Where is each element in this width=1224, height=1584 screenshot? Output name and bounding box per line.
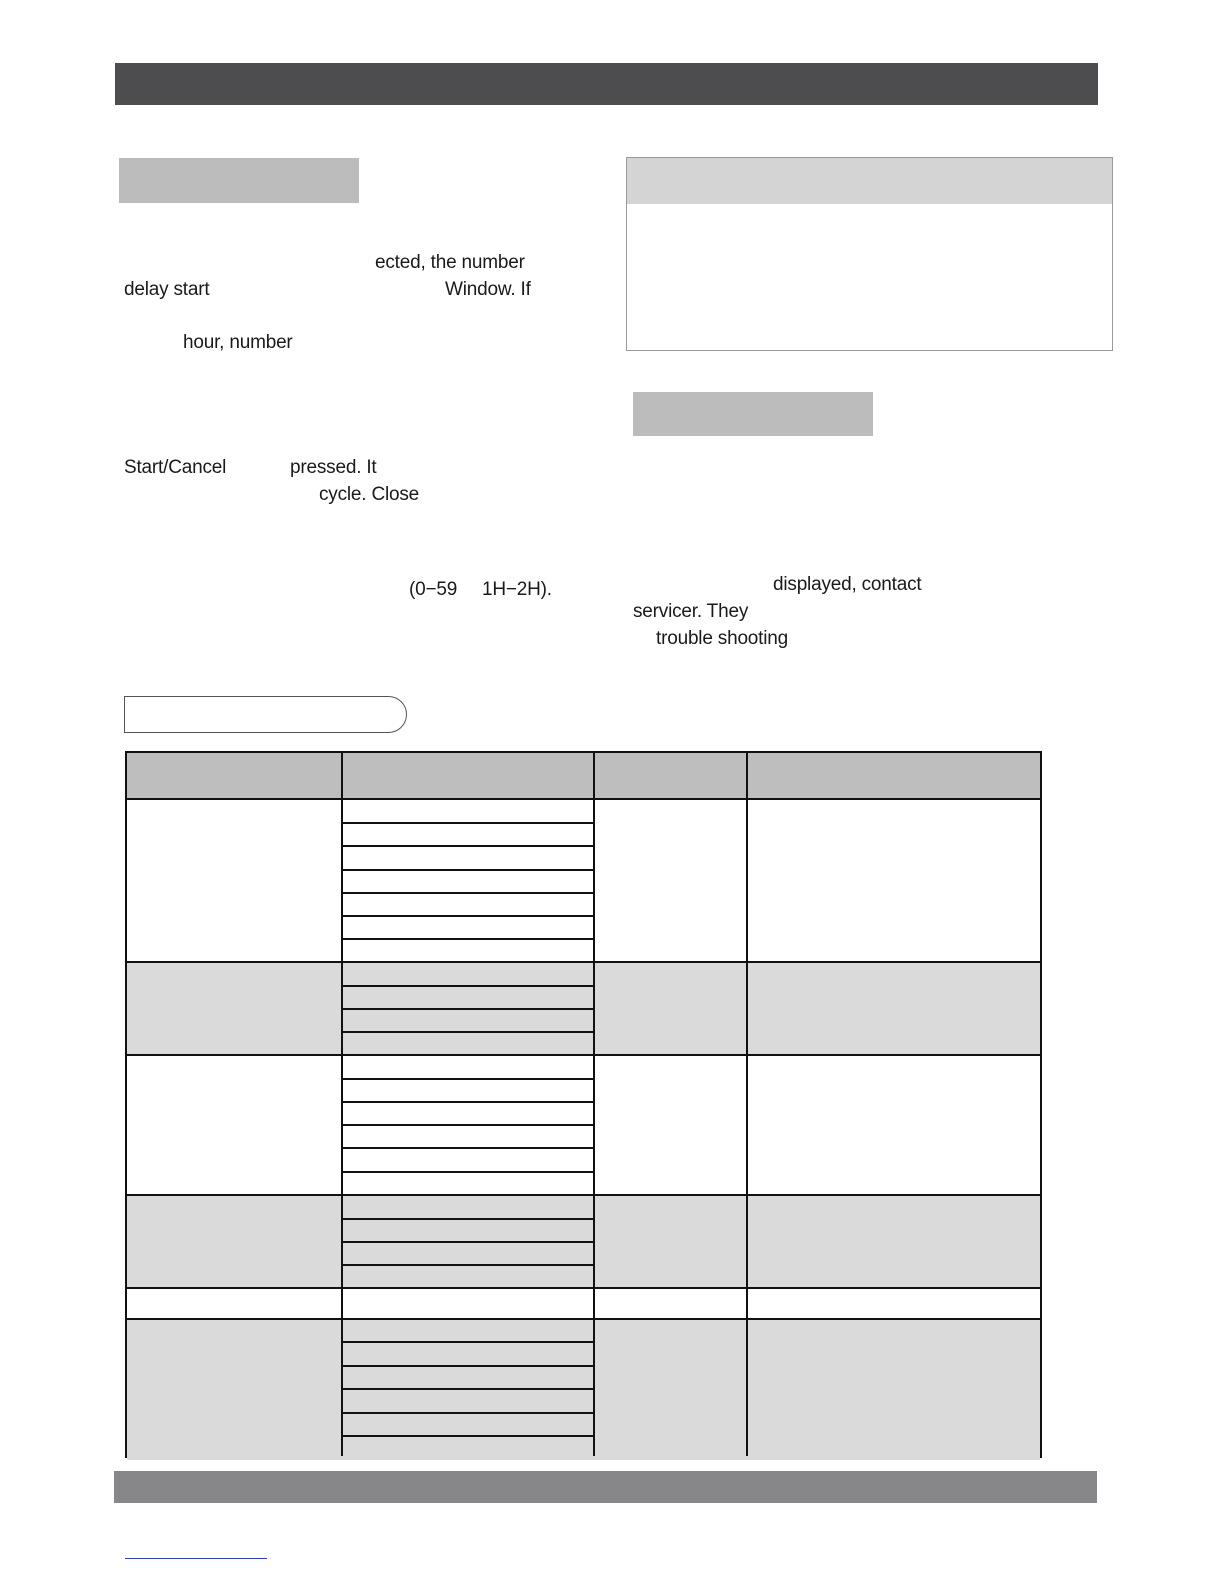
table-sub-row-line [343,1241,593,1243]
body-text-fragment: hour, number [183,332,293,353]
notice-box [626,157,1113,351]
body-text-fragment: displayed, contact [773,574,922,595]
table-sub-row-line [343,1264,593,1266]
table-sub-row-line [343,938,593,940]
table-sub-row-line [343,1171,593,1173]
table-rule [127,1054,1040,1056]
table-sub-row-line [343,1078,593,1080]
body-text-fragment: cycle. Close [319,484,420,505]
body-text-fragment: Window. If [445,279,531,300]
section-heading-box [119,158,359,203]
error-code-table [125,751,1042,1458]
section-heading-box [633,392,873,436]
table-sub-row-line [343,1147,593,1149]
table-sub-row-line [343,1435,593,1437]
table-column-divider [746,753,748,1456]
table-rule [127,1287,1040,1289]
body-text-fragment: 1H−2H). [482,579,552,600]
table-sub-row-line [343,1218,593,1220]
table-sub-row-line [343,845,593,847]
table-column-divider [341,753,343,1456]
table-column-divider [593,753,595,1456]
table-sub-row-line [343,985,593,987]
table-sub-row-line [343,822,593,824]
table-sub-row-line [343,1365,593,1367]
table-sub-row-line [343,915,593,917]
body-text-fragment: servicer. They [633,601,749,622]
table-sub-row-line [343,892,593,894]
table-sub-row-line [343,869,593,871]
body-text-fragment: trouble shooting [656,628,789,649]
table-rule [127,961,1040,963]
table-sub-row-line [343,1124,593,1126]
table-sub-row-line [343,1008,593,1010]
table-rule [127,1318,1040,1320]
table-sub-row-line [343,1412,593,1414]
body-text-fragment: (0−59 [409,579,458,600]
footer-link-underline [125,1558,267,1559]
table-rule [127,1194,1040,1196]
page-header-bar [115,63,1098,105]
table-header-row [127,753,1040,799]
table-sub-row-line [343,1388,593,1390]
table-rule [127,798,1040,800]
notice-box-header [627,158,1112,204]
table-sub-row-line [343,1341,593,1343]
page-footer-bar [114,1471,1097,1503]
body-text-fragment: delay start [124,279,210,300]
body-text-fragment: ected, the number [375,252,525,273]
table-sub-row-line [343,1101,593,1103]
table-sub-row-line [343,1031,593,1033]
table-section-tab [124,696,407,733]
body-text-fragment: pressed. It [290,457,377,478]
body-text-fragment: Start/Cancel [124,457,227,478]
